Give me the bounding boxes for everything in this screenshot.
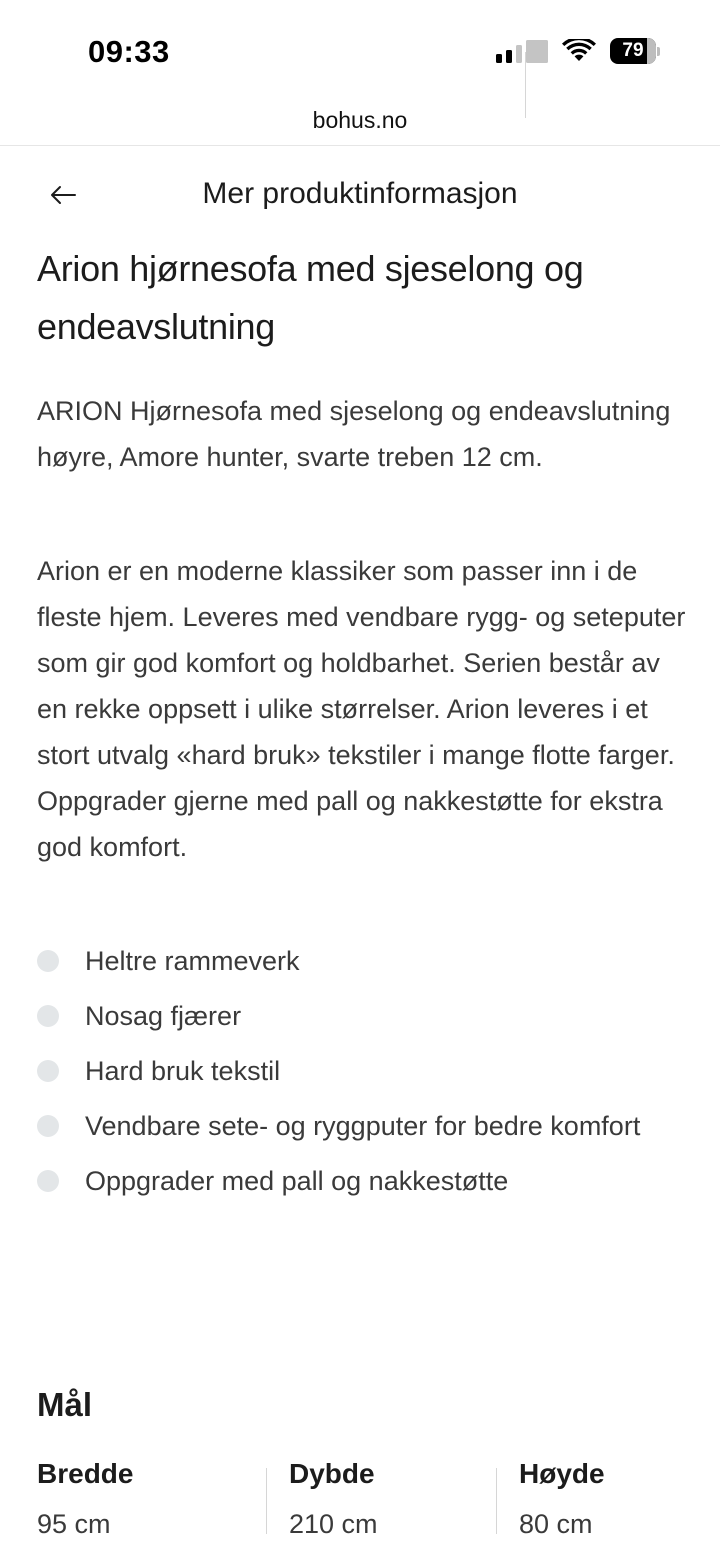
dimension-label: Høyde: [519, 1458, 605, 1489]
product-description: Arion er en moderne klassiker som passer inn i de fleste hjem. Leveres med vendbare rygg- og seteputer som gir god komfort og holdbarhet. Serien består av en rekke oppsett i ulike størrelser. Arion leveres i et stort utvalg «hard bruk» tekstiler i mange flotte farger. Oppgrader gjerne med pall og nakkestøtte for ekstra god komfort.: [37, 556, 686, 862]
page-header: [0, 165, 720, 225]
dimension-value: 210 cm: [289, 1509, 378, 1539]
dimension-depth: [267, 1456, 497, 1546]
feature-item: [37, 1048, 687, 1094]
wifi-icon: [562, 39, 596, 63]
product-intro: ARION Hjørnesofa med sjeselong og endeavslutning høyre, Amore hunter, svarte treben 12 cm.: [37, 396, 671, 472]
dimensions-table: [37, 1456, 720, 1546]
feature-text: Oppgrader med pall og nakkestøtte: [85, 1166, 509, 1196]
signal-icon: [496, 39, 548, 63]
dimensions-heading: Mål: [37, 1386, 93, 1423]
dimension-value: 80 cm: [519, 1509, 593, 1539]
feature-item: [37, 938, 687, 984]
dimension-label: Bredde: [37, 1458, 134, 1489]
feature-text: Nosag fjærer: [85, 1001, 242, 1031]
dimension-label: Dybde: [289, 1458, 375, 1489]
dimension-width: [37, 1456, 267, 1546]
battery-level: 79: [622, 40, 644, 61]
bullet-icon: [37, 1005, 59, 1027]
battery-icon: [610, 38, 660, 64]
dimension-height: [497, 1456, 720, 1546]
feature-list: [37, 938, 687, 1204]
dimension-value: 95 cm: [37, 1509, 111, 1539]
product-info: [37, 240, 687, 1213]
url-bar[interactable]: bohus.no: [0, 100, 720, 146]
page-title: Mer produktinformasjon: [202, 177, 518, 210]
bullet-icon: [37, 1060, 59, 1082]
feature-item: [37, 1103, 687, 1149]
bullet-icon: [37, 1170, 59, 1192]
feature-text: Heltre rammeverk: [85, 946, 300, 976]
feature-text: Hard bruk tekstil: [85, 1056, 281, 1086]
product-title: Arion hjørnesofa med sjeselong og endeavslutning: [37, 248, 584, 347]
feature-item: [37, 993, 687, 1039]
status-time: 09:33: [88, 34, 170, 69]
status-icons: [496, 38, 660, 64]
bullet-icon: [37, 1115, 59, 1137]
status-bar: [0, 0, 720, 100]
feature-item: [37, 1158, 687, 1204]
feature-text: Vendbare sete- og ryggputer for bedre komfort: [85, 1111, 641, 1141]
bullet-icon: [37, 950, 59, 972]
